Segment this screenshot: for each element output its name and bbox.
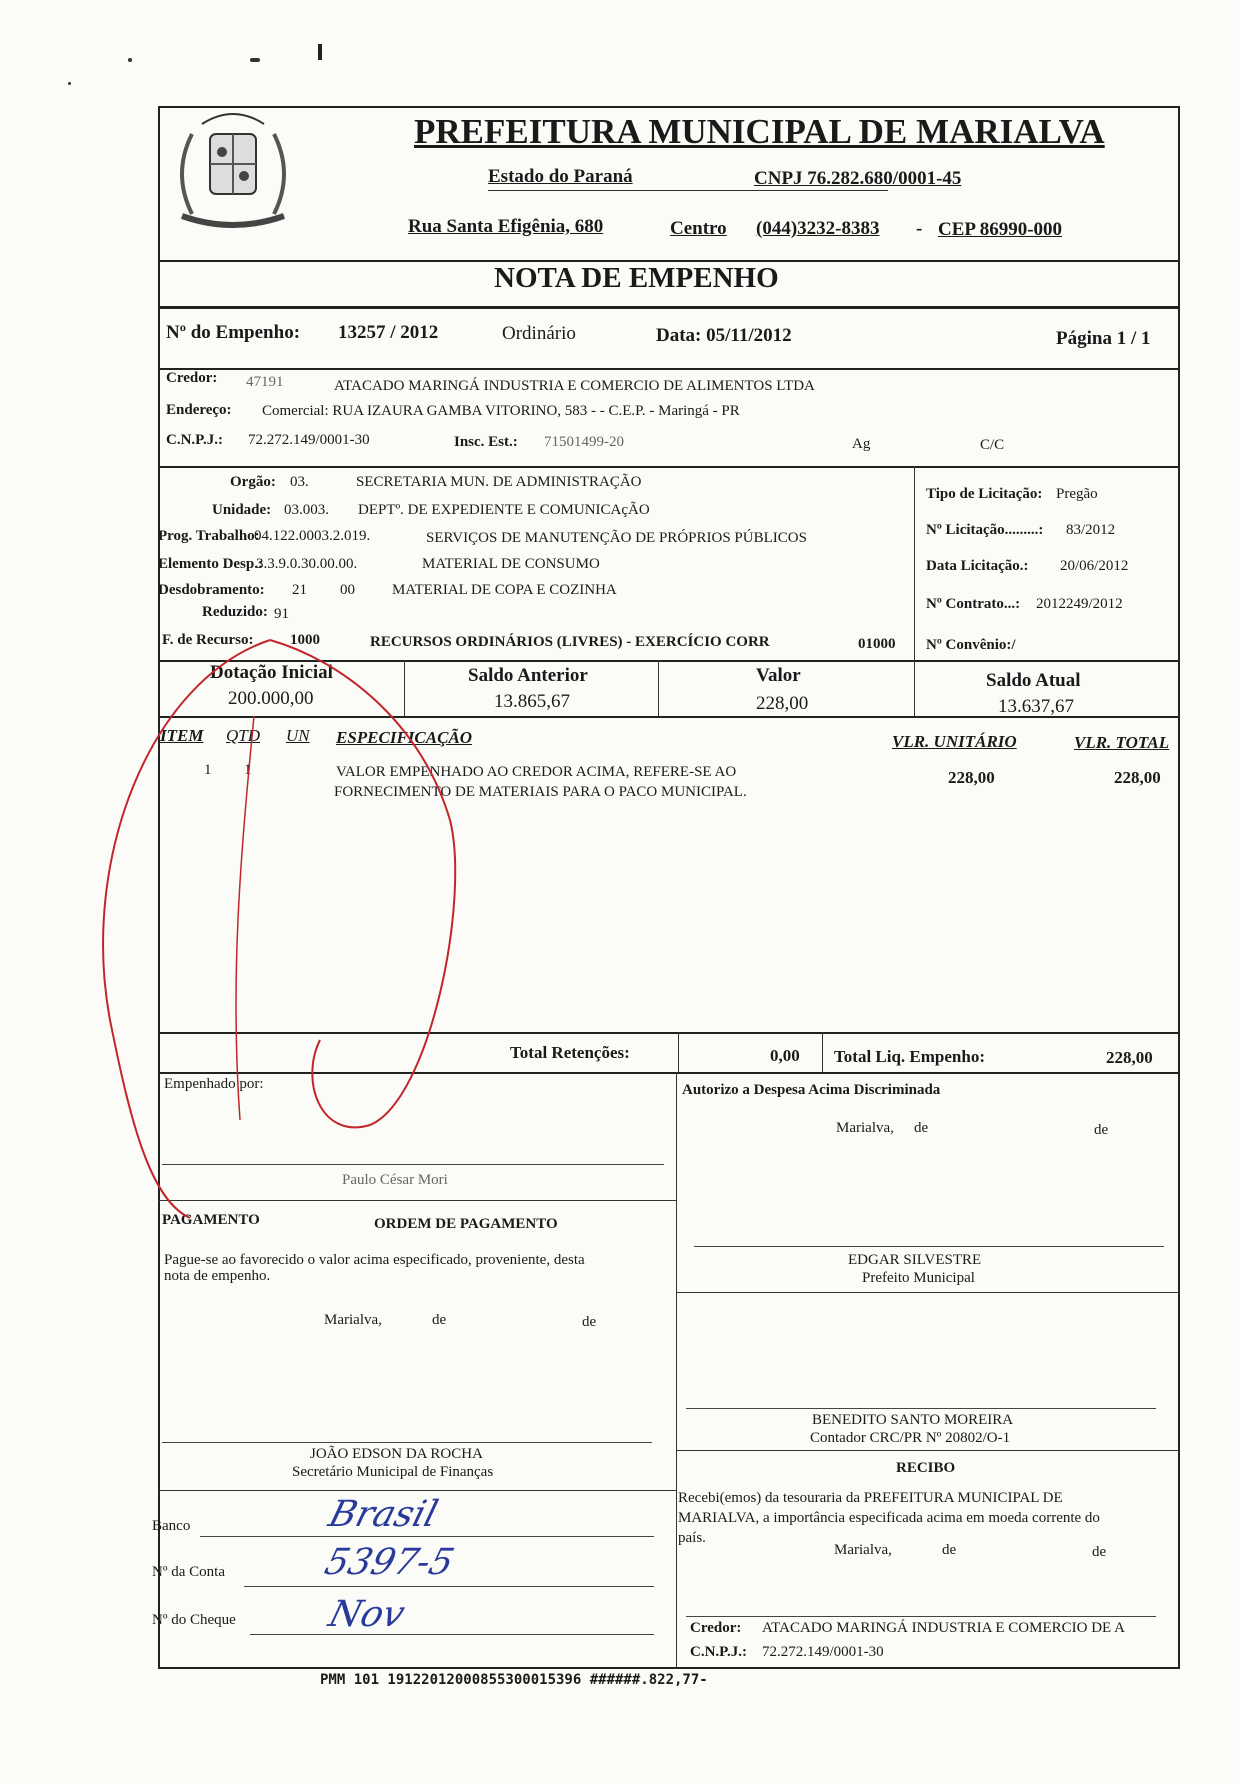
licitacao-number: 83/2012 <box>1066 522 1116 538</box>
cheque-handwriting: Nov <box>324 1594 410 1635</box>
reduzido-value: 91 <box>274 606 289 622</box>
retencoes-value: 0,00 <box>770 1046 800 1065</box>
desdob-code2: 00 <box>340 582 355 598</box>
recibo-cnpj: 72.272.149/0001-30 <box>762 1644 884 1660</box>
separator: - <box>916 218 923 239</box>
recibo-credor-name: ATACADO MARINGÁ INDUSTRIA E COMERCIO DE A <box>762 1620 1125 1636</box>
cheque-label: Nº do Cheque <box>152 1612 236 1628</box>
unidade-code: 03.003. <box>284 502 329 518</box>
footer-code: PMM 101 19122012000855300015396 ######.822,77- <box>320 1672 708 1688</box>
recibo-text1: Recebi(emos) da tesouraria da PREFEITURA MUNICIPAL DE <box>678 1490 1063 1506</box>
valor-label: Valor <box>756 665 801 686</box>
unidade-name: DEPTº. DE EXPEDIENTE E COMUNICAçÃO <box>358 502 650 518</box>
recibo-text2: MARIALVA, a importância especificada acima em moeda corrente do <box>678 1510 1100 1526</box>
credor-cnpj: 72.272.149/0001-30 <box>248 432 370 448</box>
prog-code: 04.122.0003.2.019. <box>254 528 371 544</box>
licitacao-type-label: Tipo de Licitação: <box>926 486 1043 502</box>
desdob-code1: 21 <box>292 582 307 598</box>
desdob-label: Desdobramento: <box>158 582 265 598</box>
credor-name: ATACADO MARINGÁ INDUSTRIA E COMERCIO DE ALIMENTOS LTDA <box>334 378 815 394</box>
credor-address: Comercial: RUA IZAURA GAMBA VITORINO, 583 - - C.E.P. - Maringá - PR <box>262 403 740 419</box>
recibo-de1: de <box>942 1542 957 1558</box>
pagamento-de2: de <box>582 1314 597 1330</box>
desdob-name: MATERIAL DE COPA E COZINHA <box>392 582 617 598</box>
conta-handwriting: 5397-5 <box>320 1542 459 1583</box>
banco-label: Banco <box>152 1518 191 1534</box>
recurso-name: RECURSOS ORDINÁRIOS (LIVRES) - EXERCÍCIO CORR <box>370 634 770 650</box>
recibo-city: Marialva, <box>834 1542 892 1558</box>
retencoes-label: Total Retenções: <box>510 1043 630 1062</box>
item-number: 1 <box>204 762 212 778</box>
dotacao-label: Dotação Inicial <box>210 662 333 683</box>
item-qtd: 1 <box>244 762 252 778</box>
col-item: ITEM <box>160 726 204 745</box>
insc-label: Insc. Est.: <box>454 434 518 450</box>
valor-value: 228,00 <box>756 693 809 714</box>
saldo-anterior-label: Saldo Anterior <box>468 665 588 686</box>
autorizo-label: Autorizo a Despesa Acima Discriminada <box>682 1082 941 1098</box>
empenho-type: Ordinário <box>502 323 576 344</box>
orgao-name: SECRETARIA MUN. DE ADMINISTRAÇÃO <box>356 474 642 490</box>
recibo-text3: país. <box>678 1530 706 1546</box>
district: Centro <box>670 218 727 239</box>
autorizo-de2: de <box>1094 1122 1109 1138</box>
col-un: UN <box>286 726 310 745</box>
document-title: NOTA DE EMPENHO <box>494 262 779 294</box>
autorizo-signer-role: Prefeito Municipal <box>862 1270 975 1286</box>
phone: (044)3232-8383 <box>756 218 880 239</box>
elemento-label: Elemento Desp.: <box>158 556 263 572</box>
reduzido-label: Reduzido: <box>202 604 268 620</box>
credor-label: Credor: <box>166 370 218 386</box>
pagamento-label: PAGAMENTO <box>162 1212 260 1228</box>
item-desc-line2: FORNECIMENTO DE MATERIAIS PARA O PACO MUNICIPAL. <box>334 784 747 800</box>
col-qtd: QTD <box>226 726 261 745</box>
credor-insc: 71501499-20 <box>544 434 624 450</box>
pagamento-city: Marialva, <box>324 1312 382 1328</box>
pagamento-signer-role: Secretário Municipal de Finanças <box>292 1464 494 1480</box>
recibo-de2: de <box>1092 1544 1107 1560</box>
dotacao-value: 200.000,00 <box>228 688 314 709</box>
pagamento-signer-name: JOÃO EDSON DA ROCHA <box>310 1446 483 1462</box>
orgao-label: Orgão: <box>230 474 276 490</box>
saldo-anterior-value: 13.865,67 <box>494 691 570 712</box>
recibo-credor-label: Credor: <box>690 1620 742 1636</box>
recibo-title: RECIBO <box>896 1460 956 1476</box>
recurso-code2: 01000 <box>858 636 896 652</box>
elemento-code: 3.3.9.0.30.00.00. <box>256 556 358 572</box>
licitacao-number-label: Nº Licitação.........: <box>926 522 1044 538</box>
item-desc-line1: VALOR EMPENHADO AO CREDOR ACIMA, REFERE-SE AO <box>336 764 737 780</box>
col-total: VLR. TOTAL <box>1074 733 1170 752</box>
cep: CEP 86990-000 <box>938 219 1063 240</box>
liquido-label: Total Liq. Empenho: <box>834 1047 985 1066</box>
item-unit-value: 228,00 <box>948 768 995 787</box>
banco-handwriting: Brasil <box>324 1494 443 1535</box>
credor-code: 47191 <box>246 374 284 390</box>
liquido-value: 228,00 <box>1106 1048 1153 1067</box>
address-label: Endereço: <box>166 402 232 418</box>
autorizo-de1: de <box>914 1120 929 1136</box>
empenhado-label: Empenhado por: <box>164 1076 264 1092</box>
conta-label: Nº da Conta <box>152 1564 225 1580</box>
contador-role: Contador CRC/PR Nº 20802/O-1 <box>810 1430 1011 1446</box>
orgao-code: 03. <box>290 474 309 490</box>
pagamento-text1: Pague-se ao favorecido o valor acima especificado, proveniente, desta <box>164 1252 585 1268</box>
item-total-value: 228,00 <box>1114 768 1161 787</box>
prog-label: Prog. Trabalho: <box>158 528 260 544</box>
licitacao-date-label: Data Licitação.: <box>926 558 1029 574</box>
autorizo-city: Marialva, <box>836 1120 894 1136</box>
pagamento-text2: nota de empenho. <box>164 1268 271 1284</box>
recurso-code: 1000 <box>290 632 320 648</box>
elemento-name: MATERIAL DE CONSUMO <box>422 556 600 572</box>
state-name: Estado do Paraná <box>488 166 633 187</box>
col-espec: ESPECIFICAÇÃO <box>336 728 473 747</box>
account-label: C/C <box>980 437 1005 453</box>
cnpj-header: CNPJ 76.282.680/0001-45 <box>754 168 962 189</box>
recurso-label: F. de Recurso: <box>162 632 254 648</box>
licitacao-type: Pregão <box>1056 486 1098 502</box>
contador-name: BENEDITO SANTO MOREIRA <box>812 1412 1014 1428</box>
pagamento-de1: de <box>432 1312 447 1328</box>
ordem-title: ORDEM DE PAGAMENTO <box>374 1216 558 1232</box>
agency-label: Ag <box>852 436 871 452</box>
prog-name: SERVIÇOS DE MANUTENÇÃO DE PRÓPRIOS PÚBLICOS <box>426 530 807 546</box>
col-unit: VLR. UNITÁRIO <box>892 732 1017 751</box>
empenho-date: Data: 05/11/2012 <box>656 325 792 346</box>
saldo-atual-value: 13.637,67 <box>998 696 1074 717</box>
empenhado-name: Paulo César Mori <box>342 1172 448 1188</box>
autorizo-signer-name: EDGAR SILVESTRE <box>848 1252 982 1268</box>
empenho-label: Nº do Empenho: <box>166 322 301 343</box>
empenho-number: 13257 / 2012 <box>338 322 439 343</box>
licitacao-date: 20/06/2012 <box>1060 558 1129 574</box>
contrato-value: 2012249/2012 <box>1036 596 1123 612</box>
convenio-label: Nº Convênio:/ <box>926 637 1016 653</box>
unidade-label: Unidade: <box>212 502 272 518</box>
page-number: Página 1 / 1 <box>1056 328 1151 349</box>
cnpj-label: C.N.P.J.: <box>166 432 223 448</box>
saldo-atual-label: Saldo Atual <box>986 670 1081 691</box>
street-address: Rua Santa Efigênia, 680 <box>408 216 604 237</box>
recibo-cnpj-label: C.N.P.J.: <box>690 1644 747 1660</box>
municipality-title: PREFEITURA MUNICIPAL DE MARIALVA <box>414 112 1105 151</box>
contrato-label: Nº Contrato...: <box>926 596 1021 612</box>
